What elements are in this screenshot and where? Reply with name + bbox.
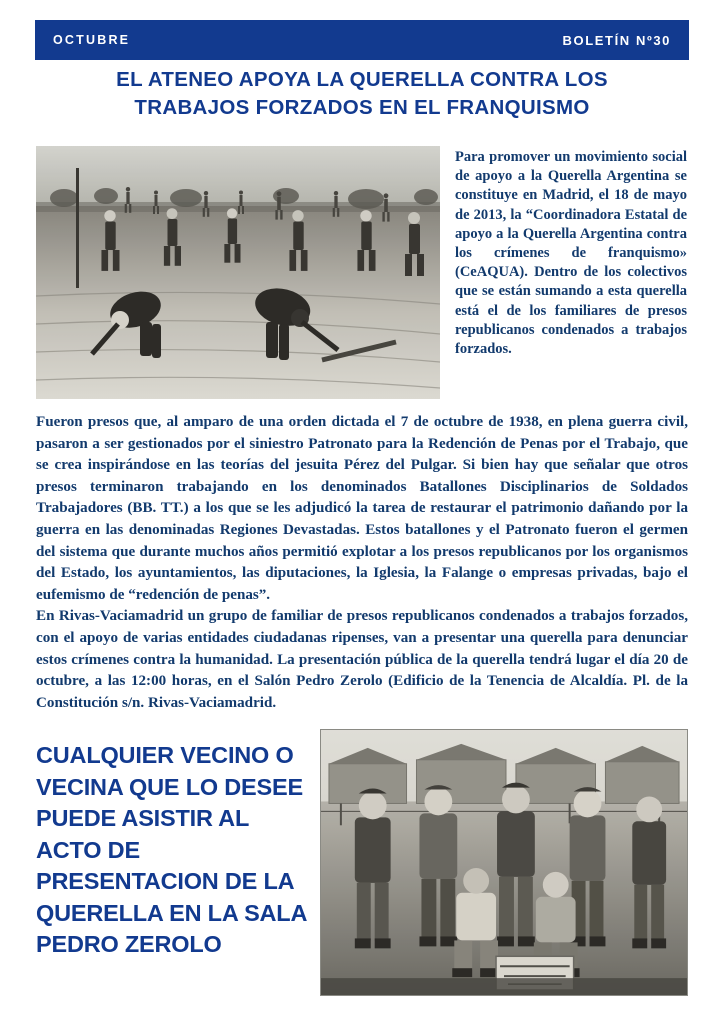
photo-bottom-illustration [321,730,687,995]
article-body [36,412,688,714]
historic-photo-forced-labour-field [36,146,440,399]
body-paragraph-2: En Rivas-Vaciamadrid un grupo de familiar de presos republicanos condenados a trabajos forzados, con el apoyo de varias entidades ciudadanas ripenses, van a presentar una querella para denunciar estos crímenes contra la humanidad. La presentación pública de la querella tendrá lugar el día 20 de octubre, a las 12:00 horas, en el Salón Pedro Zerolo (Edificio de la Tenencia de Alcaldía. Pl. de la Constitución s/n. Rivas-Vaciamadrid. [36,608,688,711]
call-to-action-text: CUALQUIER VECINO O VECINA QUE LO DESEE PUEDE ASISTIR AL ACTO DE PRESENTACION DE LA QUERELLA EN LA SALA PEDRO ZEROLO [36,742,307,957]
page-title-line2: TRABAJOS FORZADOS EN EL FRANQUISMO [134,96,590,119]
historic-photo-prisoners-group [320,729,688,996]
page-title-line1: EL ATENEO APOYA LA QUERELLA CONTRA LOS [116,68,608,91]
body-paragraph-1: Fueron presos que, al amparo de una orden dictada el 7 de octubre de 1938, en plena guerra civil, pasaron a ser gestionados por el siniestro Patronato para la Redención de Penas por el Trabajo, que se crea inspirándose en las teorías del jesuita Pérez del Pulgar. Si bien hay que señalar que otros presos terminaron trabajando en los denominados Batallones Disciplinarios de Soldados Trabajadores (BB. TT.) a los que se les adjudicó la tarea de restaurar el patrimonio dañando por la guerra en las denominadas Regiones Devastadas. Estos batallones y el Patronato fueron el germen del sistema que durante muchos años permitió explotar a los presos republicanos por los organismos del Estado, los ayuntamientos, las diputaciones, la Iglesia, la Falange o empresas privadas, bajo el eufemismo de “redención de penas”. [36,414,688,603]
intro-paragraph: Para promover un movimiento social de apoyo a la Querella Argentina se constituye en Madrid, el 18 de mayo de 2013, la “Coordinadora Estatal de apoyo a la Querella Argentina contra los crímenes de franquismo» (CeAQUA). Dentro de los colectivos que se están sumando a esta querella está el de los familiares de presos republicanos condenados a trabajos forzados. [455,149,687,358]
header-bulletin-number: BOLETÍN Nº30 [562,32,671,48]
header-bar [35,20,689,60]
photo-top-illustration [36,146,440,399]
header-month: OCTUBRE [53,33,131,47]
page-title [40,66,684,122]
